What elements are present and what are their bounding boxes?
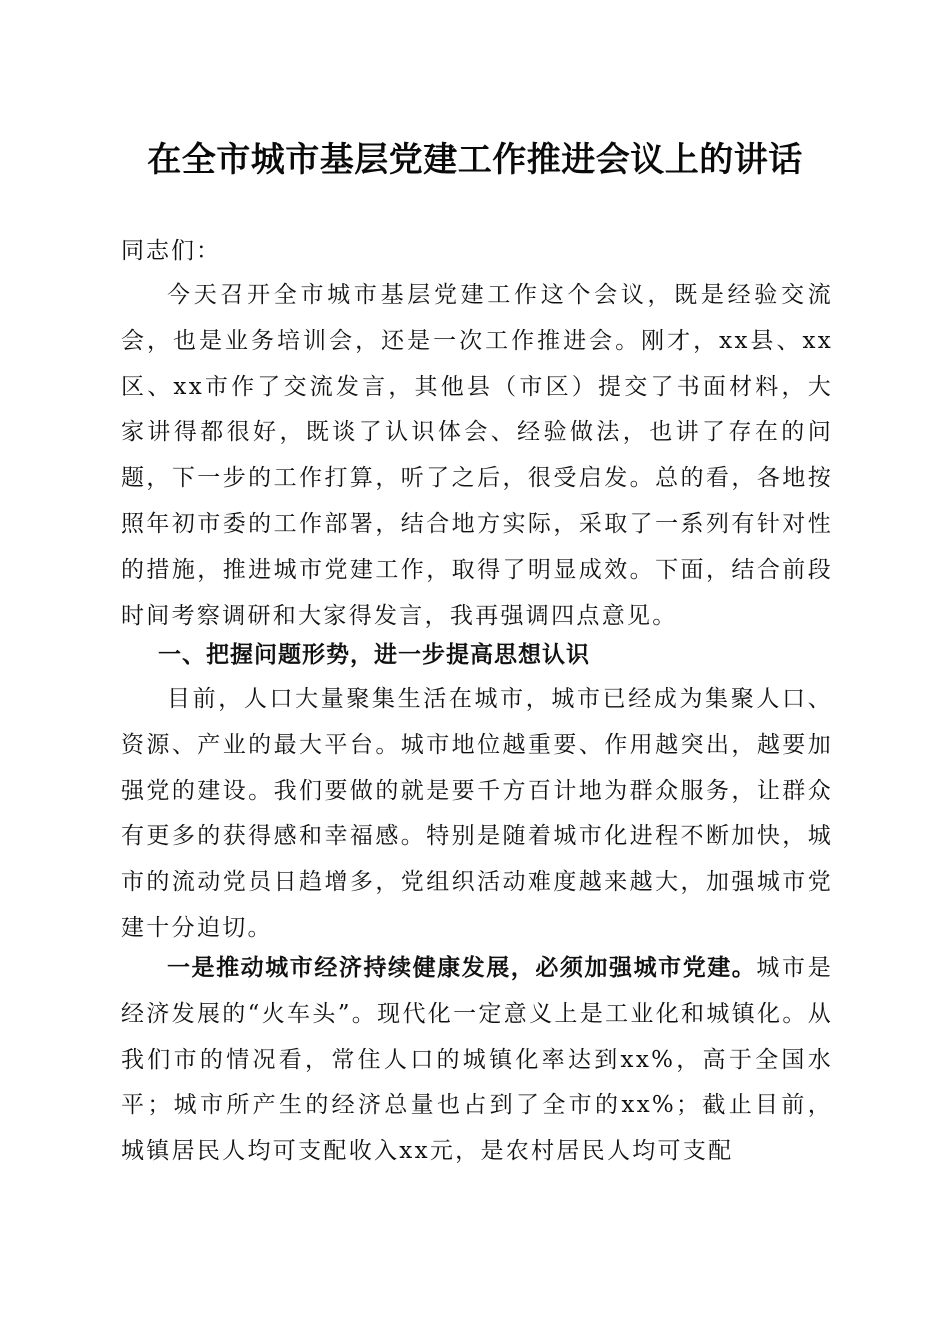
paragraph-body-text: 城市是经济发展的“火车头”。现代化一定意义上是工业化和城镇化。从我们市的情况看，常住人口的城镇化率达到xx%，高于全国水平；城市所产生的经济总量也占到了全市的xx%；截止目前，城镇居民人均可支配收入xx元，是农村居民人均可支配 — [121, 955, 833, 1165]
salutation: 同志们： — [121, 238, 221, 264]
paragraph-economy — [121, 946, 833, 1175]
paragraph-lead-sentence: 一是推动城市经济持续健康发展，必须加强城市党建。 — [167, 955, 757, 981]
paragraph-opening: 今天召开全市城市基层党建工作这个会议，既是经验交流会，也是业务培训会，还是一次工作推进会。刚才，xx县、xx区、xx市作了交流发言，其他县（市区）提交了书面材料，大家讲得都很好，既谈了认识体会、经验做法，也讲了存在的问题，下一步的工作打算，听了之后，很受启发。总的看，各地按照年初市委的工作部署，结合地方实际，采取了一系列有针对性的措施，推进城市党建工作，取得了明显成效。下面，结合前段时间考察调研和大家得发言，我再强调四点意见。 — [121, 282, 833, 629]
paragraph-situation: 目前，人口大量聚集生活在城市，城市已经成为集聚人口、资源、产业的最大平台。城市地位越重要、作用越突出，越要加强党的建设。我们要做的就是要千方百计地为群众服务，让群众有更多的获得感和幸福感。特别是随着城市化进程不断加快，城市的流动党员日趋增多，党组织活动难度越来越大，加强城市党建十分迫切。 — [121, 686, 833, 941]
document-title: 在全市城市基层党建工作推进会议上的讲话 — [147, 140, 803, 180]
section-heading-1: 一、把握问题形势，进一步提高思想认识 — [158, 642, 590, 668]
